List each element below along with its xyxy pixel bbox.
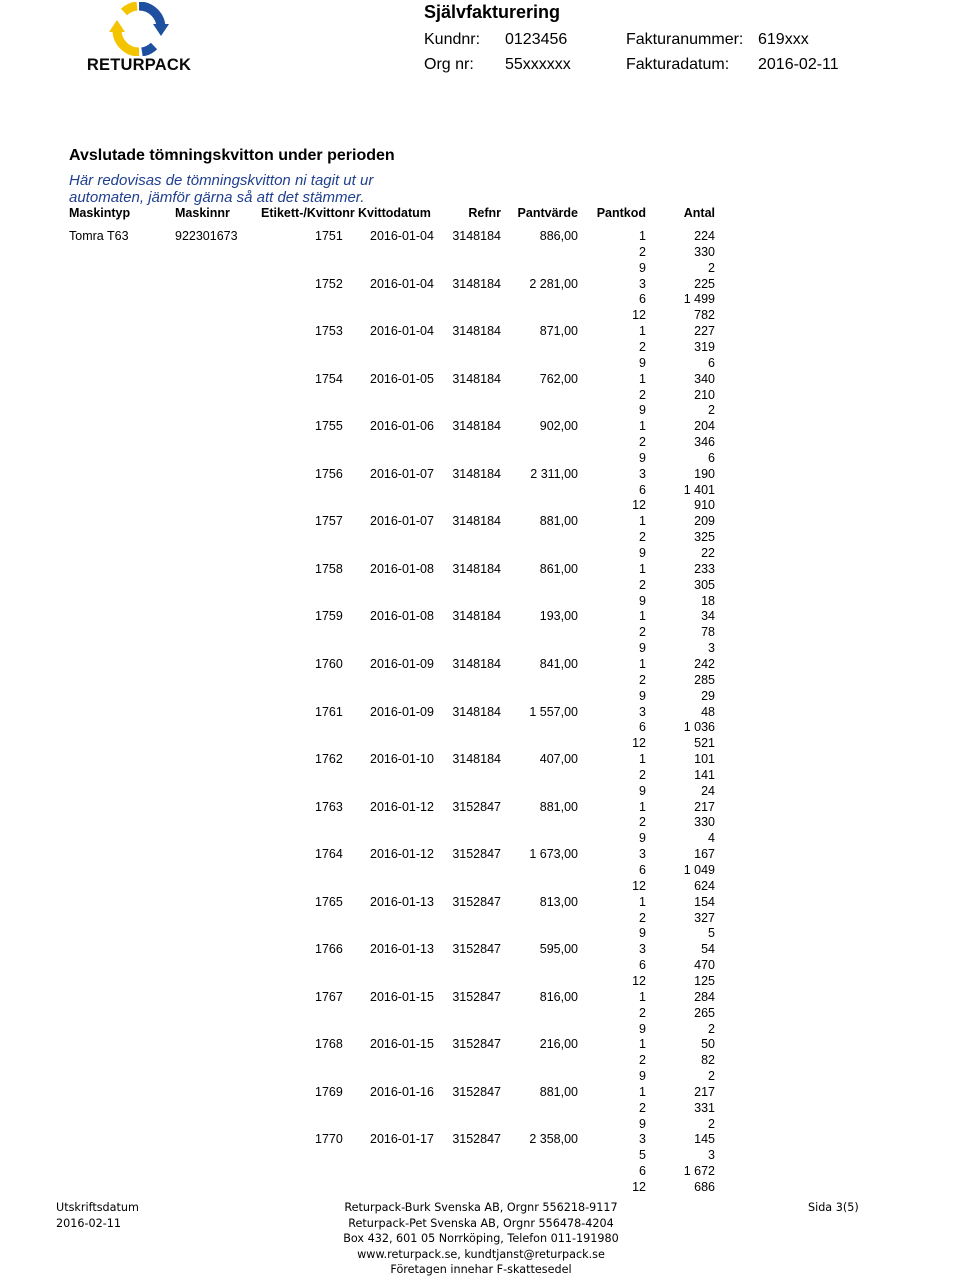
kvittonr-cell: 1754 — [315, 372, 343, 386]
kvittonr-cell: 1760 — [315, 657, 343, 671]
pantkod-cell: 2 — [639, 245, 646, 259]
kvittonr-cell: 1765 — [315, 895, 343, 909]
pantvarde-cell: 881,00 — [539, 800, 578, 814]
pantkod-cell: 2 — [639, 435, 646, 449]
antal-cell: 4 — [708, 831, 715, 845]
antal-cell: 210 — [694, 388, 715, 402]
pantkod-cell: 9 — [639, 594, 646, 608]
refnr-cell: 3152847 — [452, 990, 501, 1004]
antal-cell: 233 — [694, 562, 715, 576]
refnr-cell: 3148184 — [452, 229, 501, 243]
antal-cell: 265 — [694, 1006, 715, 1020]
pantkod-cell: 3 — [639, 277, 646, 291]
kvittodatum-cell: 2016-01-13 — [370, 942, 434, 956]
kundnr-label: Kundnr: — [424, 31, 481, 48]
kvittodatum-cell: 2016-01-05 — [370, 372, 434, 386]
pantkod-cell: 1 — [639, 657, 646, 671]
pantkod-cell: 12 — [632, 498, 646, 512]
antal-cell: 1 672 — [683, 1164, 715, 1178]
pantkod-cell: 5 — [639, 1148, 646, 1162]
refnr-cell: 3148184 — [452, 752, 501, 766]
pantkod-cell: 9 — [639, 261, 646, 275]
antal-cell: 204 — [694, 419, 715, 433]
kvittonr-cell: 1769 — [315, 1085, 343, 1099]
pantvarde-cell: 871,00 — [539, 324, 578, 338]
antal-cell: 209 — [694, 514, 715, 528]
antal-cell: 141 — [694, 768, 715, 782]
pantkod-cell: 2 — [639, 1006, 646, 1020]
kvittodatum-cell: 2016-01-07 — [370, 467, 434, 481]
pantkod-cell: 3 — [639, 467, 646, 481]
col-header-kvittodatum: Kvittodatum — [358, 206, 431, 220]
refnr-cell: 3148184 — [452, 277, 501, 291]
pantkod-cell: 2 — [639, 815, 646, 829]
antal-cell: 2 — [708, 261, 715, 275]
pantkod-cell: 9 — [639, 831, 646, 845]
pantkod-cell: 1 — [639, 372, 646, 386]
pantkod-cell: 1 — [639, 752, 646, 766]
refnr-cell: 3148184 — [452, 657, 501, 671]
kvittodatum-cell: 2016-01-06 — [370, 419, 434, 433]
pantvarde-cell: 2 281,00 — [529, 277, 578, 291]
antal-cell: 305 — [694, 578, 715, 592]
antal-cell: 3 — [708, 641, 715, 655]
pantkod-cell: 12 — [632, 1180, 646, 1194]
kvittodatum-cell: 2016-01-16 — [370, 1085, 434, 1099]
antal-cell: 2 — [708, 403, 715, 417]
refnr-cell: 3152847 — [452, 1132, 501, 1146]
pantkod-cell: 9 — [639, 356, 646, 370]
kvittonr-cell: 1764 — [315, 847, 343, 861]
antal-cell: 330 — [694, 815, 715, 829]
section-title: Avslutade tömningskvitton under perioden — [69, 147, 395, 164]
pantkod-cell: 9 — [639, 926, 646, 940]
fakturadatum-label: Fakturadatum: — [626, 56, 730, 73]
pantvarde-cell: 1 557,00 — [529, 705, 578, 719]
pantvarde-cell: 881,00 — [539, 514, 578, 528]
pantkod-cell: 9 — [639, 689, 646, 703]
antal-cell: 686 — [694, 1180, 715, 1194]
kvittonr-cell: 1753 — [315, 324, 343, 338]
pantkod-cell: 9 — [639, 403, 646, 417]
kundnr-value: 0123456 — [505, 31, 568, 48]
kvittodatum-cell: 2016-01-15 — [370, 1037, 434, 1051]
print-date-label: Utskriftsdatum — [56, 1201, 139, 1214]
company-line: www.returpack.se, kundtjanst@returpack.se — [357, 1247, 605, 1261]
pantkod-cell: 2 — [639, 340, 646, 354]
pantkod-cell: 6 — [639, 863, 646, 877]
pantvarde-cell: 2 311,00 — [530, 467, 578, 481]
pantvarde-cell: 902,00 — [539, 419, 578, 433]
kvittodatum-cell: 2016-01-10 — [370, 752, 434, 766]
antal-cell: 145 — [694, 1132, 715, 1146]
kvittodatum-cell: 2016-01-12 — [370, 800, 434, 814]
pantkod-cell: 1 — [639, 1085, 646, 1099]
company-line: Returpack-Burk Svenska AB, Orgnr 556218-9117 — [344, 1201, 618, 1214]
kvittonr-cell: 1770 — [315, 1132, 343, 1146]
kvittodatum-cell: 2016-01-12 — [370, 847, 434, 861]
print-date-value: 2016-02-11 — [56, 1216, 122, 1230]
kvittonr-cell: 1762 — [315, 752, 343, 766]
antal-cell: 346 — [694, 435, 715, 449]
pantkod-cell: 2 — [639, 1053, 646, 1067]
antal-cell: 217 — [694, 1085, 715, 1099]
pantvarde-cell: 861,00 — [539, 562, 578, 576]
kvittodatum-cell: 2016-01-04 — [370, 229, 434, 243]
antal-cell: 217 — [694, 800, 715, 814]
kvittonr-cell: 1759 — [315, 609, 343, 623]
col-header-antal: Antal — [683, 206, 715, 220]
pantkod-cell: 9 — [639, 1022, 646, 1036]
pantkod-cell: 3 — [639, 705, 646, 719]
antal-cell: 319 — [694, 340, 715, 354]
refnr-cell: 3152847 — [452, 942, 501, 956]
antal-cell: 331 — [694, 1101, 715, 1115]
pantkod-cell: 9 — [639, 641, 646, 655]
antal-cell: 284 — [694, 990, 715, 1004]
kvittonr-cell: 1757 — [315, 514, 343, 528]
logo-wordmark: RETURPACK — [86, 56, 192, 74]
kvittodatum-cell: 2016-01-15 — [370, 990, 434, 1004]
col-header-maskinnr: Maskinnr — [175, 206, 230, 220]
fakturanummer-label: Fakturanummer: — [626, 31, 744, 48]
pantkod-cell: 1 — [639, 1037, 646, 1051]
pantvarde-cell: 841,00 — [539, 657, 578, 671]
footer-company-info — [316, 1200, 646, 1278]
col-header-pantkod: Pantkod — [596, 206, 646, 220]
kvittonr-cell: 1768 — [315, 1037, 343, 1051]
pantvarde-cell: 407,00 — [539, 752, 578, 766]
section-note: Här redovisas de tömningskvitton ni tagit ut ur automaten, jämför gärna så att det stämmer. — [69, 172, 374, 206]
kvittonr-cell: 1752 — [315, 277, 343, 291]
refnr-cell: 3148184 — [452, 419, 501, 433]
kvittodatum-cell: 2016-01-17 — [370, 1132, 434, 1146]
col-header-maskintyp: Maskintyp — [69, 206, 131, 220]
pantkod-cell: 1 — [639, 800, 646, 814]
pantkod-cell: 9 — [639, 1117, 646, 1131]
antal-cell: 101 — [694, 752, 715, 766]
kvittodatum-cell: 2016-01-09 — [370, 705, 434, 719]
antal-cell: 24 — [701, 784, 715, 798]
antal-cell: 3 — [708, 1148, 715, 1162]
kvittonr-cell: 1763 — [315, 800, 343, 814]
antal-cell: 1 036 — [683, 720, 715, 734]
refnr-cell: 3148184 — [452, 372, 501, 386]
kvittodatum-cell: 2016-01-07 — [370, 514, 434, 528]
refnr-cell: 3152847 — [452, 895, 501, 909]
kvittodatum-cell: 2016-01-09 — [370, 657, 434, 671]
pantkod-cell: 1 — [639, 990, 646, 1004]
antal-cell: 1 401 — [683, 483, 715, 497]
pantkod-cell: 3 — [639, 942, 646, 956]
antal-cell: 1 049 — [683, 863, 715, 877]
antal-cell: 2 — [708, 1069, 715, 1083]
pantkod-cell: 2 — [639, 768, 646, 782]
antal-cell: 224 — [694, 229, 715, 243]
orgnr-value: 55xxxxxx — [505, 56, 571, 73]
antal-cell: 50 — [701, 1037, 715, 1051]
pantkod-cell: 1 — [639, 229, 646, 243]
pantkod-cell: 9 — [639, 546, 646, 560]
page-number: Sida 3(5) — [808, 1201, 859, 1214]
antal-cell: 285 — [694, 673, 715, 687]
pantvarde-cell: 193,00 — [539, 609, 578, 623]
refnr-cell: 3148184 — [452, 609, 501, 623]
pantkod-cell: 2 — [639, 388, 646, 402]
antal-cell: 18 — [701, 594, 715, 608]
pantkod-cell: 9 — [639, 451, 646, 465]
kvittodatum-cell: 2016-01-04 — [370, 324, 434, 338]
antal-cell: 190 — [694, 467, 715, 481]
antal-cell: 325 — [694, 530, 715, 544]
antal-cell: 2 — [708, 1117, 715, 1131]
refnr-cell: 3148184 — [452, 705, 501, 719]
pantkod-cell: 6 — [639, 1164, 646, 1178]
antal-cell: 330 — [694, 245, 715, 259]
kvittonr-cell: 1761 — [315, 705, 343, 719]
refnr-cell: 3148184 — [452, 467, 501, 481]
pantvarde-cell: 886,00 — [539, 229, 578, 243]
pantkod-cell: 12 — [632, 974, 646, 988]
pantkod-cell: 12 — [632, 879, 646, 893]
kvittonr-cell: 1751 — [315, 229, 343, 243]
kvittodatum-cell: 2016-01-08 — [370, 609, 434, 623]
antal-cell: 910 — [694, 498, 715, 512]
antal-cell: 470 — [694, 958, 715, 972]
pantkod-cell: 12 — [632, 736, 646, 750]
pantkod-cell: 12 — [632, 308, 646, 322]
pantkod-cell: 3 — [639, 847, 646, 861]
fakturadatum-value: 2016-02-11 — [758, 56, 839, 73]
company-line: Box 432, 601 05 Norrköping, Telefon 011-191980 — [343, 1232, 619, 1246]
pantvarde-cell: 595,00 — [539, 942, 578, 956]
antal-cell: 225 — [694, 277, 715, 291]
antal-cell: 125 — [694, 974, 715, 988]
pantkod-cell: 2 — [639, 578, 646, 592]
antal-cell: 54 — [701, 942, 715, 956]
refnr-cell: 3152847 — [452, 1085, 501, 1099]
antal-cell: 521 — [694, 736, 715, 750]
refnr-cell: 3152847 — [452, 1037, 501, 1051]
pantkod-cell: 1 — [639, 324, 646, 338]
maskintyp-value: Tomra T63 — [69, 229, 129, 243]
antal-cell: 5 — [708, 926, 715, 940]
kvittonr-cell: 1756 — [315, 467, 343, 481]
antal-cell: 154 — [694, 895, 715, 909]
company-line: Företagen innehar F-skattesedel — [390, 1263, 572, 1277]
antal-cell: 34 — [701, 609, 715, 623]
antal-cell: 78 — [701, 625, 715, 639]
pantkod-cell: 9 — [639, 784, 646, 798]
pantkod-cell: 6 — [639, 720, 646, 734]
pantvarde-cell: 1 673,00 — [529, 847, 578, 861]
pantkod-cell: 6 — [639, 958, 646, 972]
refnr-cell: 3148184 — [452, 514, 501, 528]
col-header-refnr: Refnr — [468, 206, 501, 220]
antal-cell: 242 — [694, 657, 715, 671]
antal-cell: 2 — [708, 1022, 715, 1036]
pantvarde-cell: 216,00 — [539, 1037, 578, 1051]
kvittodatum-cell: 2016-01-08 — [370, 562, 434, 576]
antal-cell: 340 — [694, 372, 715, 386]
pantkod-cell: 6 — [639, 292, 646, 306]
antal-cell: 29 — [701, 689, 715, 703]
pantkod-cell: 9 — [639, 1069, 646, 1083]
refnr-cell: 3148184 — [452, 562, 501, 576]
antal-cell: 6 — [708, 451, 715, 465]
pantvarde-cell: 816,00 — [539, 990, 578, 1004]
pantkod-cell: 2 — [639, 911, 646, 925]
pantkod-cell: 2 — [639, 1101, 646, 1115]
maskinnr-value: 922301673 — [175, 229, 238, 243]
antal-cell: 624 — [694, 879, 715, 893]
antal-cell: 82 — [701, 1053, 715, 1067]
refnr-cell: 3152847 — [452, 800, 501, 814]
antal-cell: 227 — [694, 324, 715, 338]
document-title: Självfakturering — [424, 2, 561, 22]
refnr-cell: 3148184 — [452, 324, 501, 338]
pantkod-cell: 2 — [639, 673, 646, 687]
pantkod-cell: 2 — [639, 625, 646, 639]
pantvarde-cell: 2 358,00 — [529, 1132, 578, 1146]
pantkod-cell: 1 — [639, 562, 646, 576]
orgnr-label: Org nr: — [424, 56, 474, 73]
antal-cell: 327 — [694, 911, 715, 925]
pantkod-cell: 1 — [639, 419, 646, 433]
company-line: Returpack-Pet Svenska AB, Orgnr 556478-4204 — [348, 1216, 614, 1230]
pantkod-cell: 6 — [639, 483, 646, 497]
antal-cell: 22 — [701, 546, 715, 560]
col-header-etikett: Etikett-/Kvittonr — [261, 206, 355, 220]
antal-cell: 782 — [694, 308, 715, 322]
kvittodatum-cell: 2016-01-13 — [370, 895, 434, 909]
footer-print-info — [56, 1200, 139, 1231]
kvittonr-cell: 1766 — [315, 942, 343, 956]
pantkod-cell: 3 — [639, 1132, 646, 1146]
kvittonr-cell: 1755 — [315, 419, 343, 433]
pantkod-cell: 2 — [639, 530, 646, 544]
kvittodatum-cell: 2016-01-04 — [370, 277, 434, 291]
pantkod-cell: 1 — [639, 609, 646, 623]
col-header-pantvarde: Pantvärde — [517, 206, 578, 220]
kvittonr-cell: 1767 — [315, 990, 343, 1004]
antal-cell: 167 — [694, 847, 715, 861]
antal-cell: 1 499 — [683, 292, 715, 306]
kvittonr-cell: 1758 — [315, 562, 343, 576]
antal-cell: 48 — [701, 705, 715, 719]
pantvarde-cell: 762,00 — [539, 372, 578, 386]
pantkod-cell: 1 — [639, 895, 646, 909]
pantvarde-cell: 881,00 — [539, 1085, 578, 1099]
pantvarde-cell: 813,00 — [539, 895, 578, 909]
refnr-cell: 3152847 — [452, 847, 501, 861]
antal-cell: 6 — [708, 356, 715, 370]
fakturanummer-value: 619xxx — [758, 31, 809, 48]
pantkod-cell: 1 — [639, 514, 646, 528]
